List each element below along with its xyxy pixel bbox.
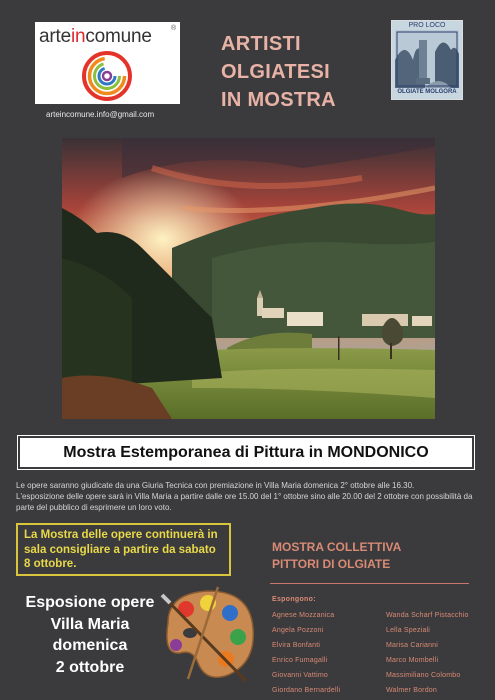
- logo-wordmark: [39, 26, 152, 48]
- exhibitor-name: Marco Mombelli: [386, 657, 439, 664]
- exhibitor-name: Angela Pozzoni: [272, 627, 324, 634]
- exhibitor-name: Giordano Bernardelli: [272, 687, 341, 694]
- exhibitor-name: Giovanni Vattimo: [272, 672, 328, 679]
- exhibition-date-block: [6, 592, 174, 678]
- notice-line: sala consigliare a partire da sabato: [24, 543, 216, 556]
- pro-loco-badge: [391, 20, 463, 100]
- event-title-box: [18, 436, 474, 469]
- divider: [270, 583, 469, 584]
- collettiva-line: MOSTRA COLLETTIVA: [272, 540, 402, 554]
- headline: ARTISTI OLGIATESI IN MOSTRA: [221, 33, 336, 111]
- description-line: L'esposizione delle opere sarà in Villa Maria a partire dalle ore 15.00 del 1° ottobre sino alle 20.00 del 2 ottobre con possibilità da parte del pubblico di esprimere un loro voto.: [16, 492, 473, 512]
- notice-line: La Mostra delle opere continuerà in: [24, 529, 218, 541]
- logo-text-highlight: in: [70, 26, 86, 47]
- collettiva-line: PITTORI DI OLGIATE: [272, 557, 391, 571]
- description-line: Le opere saranno giudicate da una Giuria Tecnica con premiazione in Villa Maria domenica 2° ottobre alle 16.30.: [16, 481, 415, 490]
- event-title: Mostra Estemporanea di Pittura in MONDONICO: [63, 444, 429, 461]
- town-monument-icon: [395, 30, 459, 88]
- esposizione-line: domenica: [52, 637, 128, 654]
- contact-email[interactable]: arteincomune.info@gmail.com: [46, 110, 155, 119]
- notice-box: [16, 523, 231, 576]
- exhibitors-column-left: [272, 608, 340, 698]
- exhibitor-name: Walmer Bordon: [386, 687, 437, 694]
- exhibitors-label: Espongono:: [272, 596, 316, 603]
- exhibitors-column-right: [386, 608, 469, 698]
- esposizione-line: 2 ottobre: [55, 658, 125, 676]
- registered-mark: ®: [171, 25, 177, 32]
- pro-loco-town: OLGIATE MOLGORA: [397, 89, 457, 95]
- exhibitor-name: Elvira Bonfanti: [272, 642, 321, 649]
- logo-text-part: comune: [85, 26, 152, 47]
- arteincomune-logo: [35, 22, 180, 104]
- esposizione-line: Esposione opere: [25, 594, 155, 611]
- exhibitor-name: Massimiliano Colombo: [386, 672, 461, 679]
- pro-loco-label: PRO LOCO: [408, 22, 446, 29]
- esposizione-line: Villa Maria: [50, 615, 130, 633]
- logo-text-part: arte: [39, 26, 71, 47]
- exhibitor-name: Lella Speziali: [386, 627, 431, 634]
- spiral-logo-icon: [80, 50, 134, 102]
- exhibitor-name: Marisa Carianni: [386, 642, 439, 649]
- paint-palette-icon: [158, 583, 258, 683]
- sunset-hills-village-image: [62, 138, 435, 419]
- exhibitor-name: Wanda Scharf Pistacchio: [386, 612, 469, 619]
- collective-exhibition-heading: [272, 539, 401, 573]
- exhibitor-name: Agnese Mozzanica: [272, 612, 335, 619]
- exhibitor-name: Enrico Fumagalli: [272, 657, 328, 664]
- landscape-photo: [62, 138, 435, 419]
- event-description: [16, 480, 482, 513]
- notice-line: 8 ottobre.: [24, 558, 77, 570]
